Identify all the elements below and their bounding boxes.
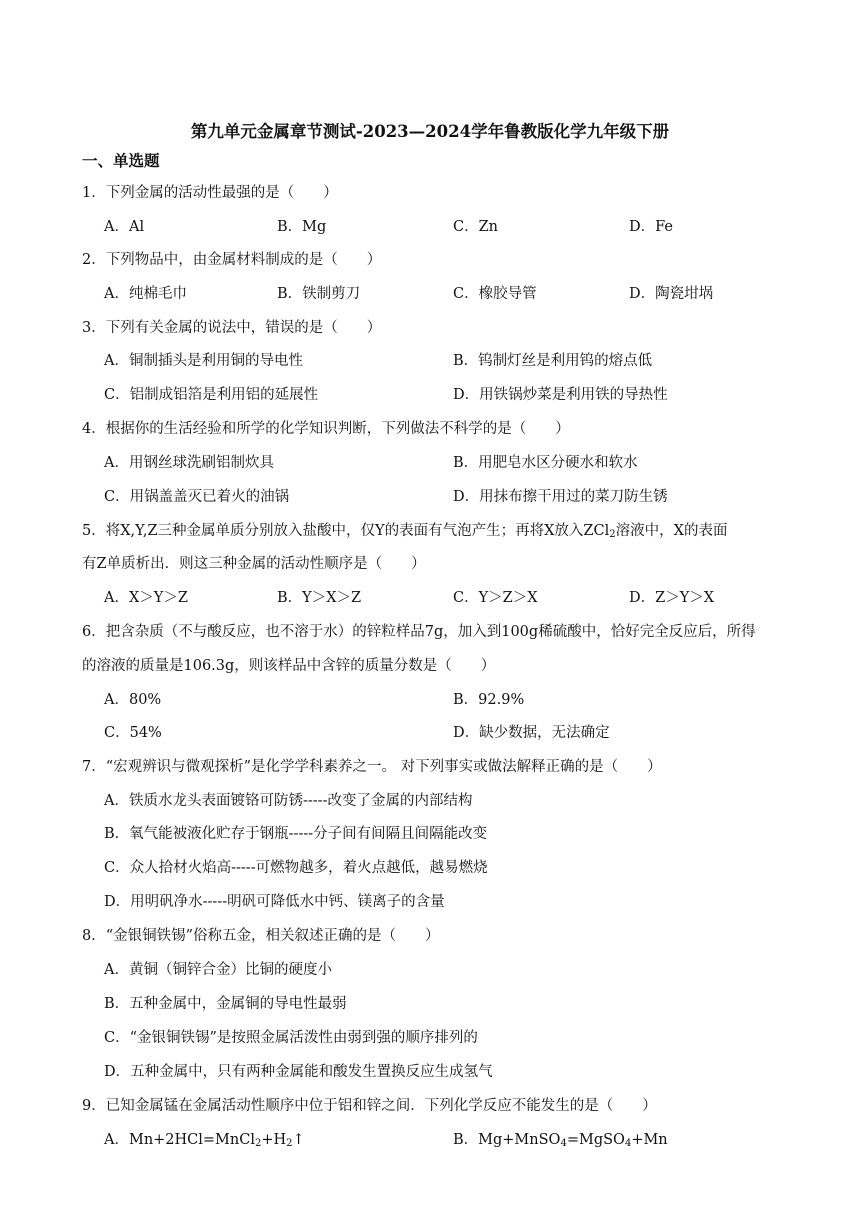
q6-option-c: C．54% bbox=[104, 725, 162, 741]
q9-a-part-3: ↑ bbox=[292, 1132, 305, 1148]
q5-option-c: C．Y＞Z＞X bbox=[453, 590, 538, 606]
question-8: 8．“金银铜铁锡”俗称五金，相关叙述正确的是（ ） bbox=[82, 928, 440, 944]
q2-option-b: B．铁制剪刀 bbox=[277, 286, 361, 302]
q4-option-b: B．用肥皂水区分硬水和软水 bbox=[453, 455, 638, 471]
question-9: 9．已知金属锰在金属活动性顺序中位于铝和锌之间．下列化学反应不能发生的是（ ） bbox=[82, 1098, 657, 1114]
q9-a-part-1: A．Mn+2HCl=MnCl bbox=[104, 1132, 255, 1148]
section-heading: 一、单选题 bbox=[82, 151, 160, 170]
q2-option-d: D．陶瓷坩埚 bbox=[629, 286, 714, 302]
q8-option-a: A．黄铜（铜锌合金）比铜的硬度小 bbox=[104, 962, 332, 978]
q5-option-a: A．X＞Y＞Z bbox=[104, 590, 188, 606]
q3-option-b: B．钨制灯丝是利用钨的熔点低 bbox=[453, 353, 653, 369]
question-6-line-1: 6．把含杂质（不与酸反应，也不溶于水）的锌粒样品7g，加入到100g稀硫酸中，恰好完全反应后，所得 bbox=[82, 624, 756, 640]
page-title: 第九单元金属章节测试-2023—2024学年鲁教版化学九年级下册 bbox=[190, 122, 670, 141]
q7-option-c: C．众人拾材火焰高-----可燃物越多，着火点越低，越易燃烧 bbox=[104, 860, 488, 876]
q1-option-a: A．Al bbox=[104, 219, 145, 235]
question-7: 7．“宏观辨识与微观探析”是化学学科素养之一。 对下列事实或做法解释正确的是（ ） bbox=[82, 759, 662, 775]
q5-option-b: B．Y＞X＞Z bbox=[277, 590, 362, 606]
q5-subscript: 2 bbox=[609, 529, 616, 540]
q9-a-part-2: +H bbox=[261, 1132, 287, 1148]
q8-option-d: D．五种金属中，只有两种金属能和酸发生置换反应生成氢气 bbox=[104, 1064, 493, 1080]
q5-option-d: D．Z＞Y＞X bbox=[629, 590, 715, 606]
q4-option-c: C．用锅盖盖灭已着火的油锅 bbox=[104, 489, 290, 505]
q7-option-b: B．氧气能被液化贮存于钢瓶-----分子间有间隔且间隔能改变 bbox=[104, 826, 488, 842]
q5-stem-part-2: 溶液中，X的表面 bbox=[615, 523, 728, 539]
q7-option-d: D．用明矾净水-----明矾可降低水中钙、镁离子的含量 bbox=[104, 894, 445, 910]
q4-option-a: A．用钢丝球洗刷铝制炊具 bbox=[104, 455, 274, 471]
q6-option-d: D．缺少数据，无法确定 bbox=[453, 725, 610, 741]
q9-b-part-1: B．Mg+MnSO bbox=[453, 1132, 561, 1148]
q2-option-a: A．纯棉毛巾 bbox=[104, 286, 187, 302]
q3-option-c: C．铝制成铝箔是利用铝的延展性 bbox=[104, 387, 319, 403]
question-2: 2．下列物品中，由金属材料制成的是（ ） bbox=[82, 252, 382, 268]
q9-a-sub-2: 2 bbox=[286, 1138, 293, 1149]
q8-option-c: C．“金银铜铁锡”是按照金属活泼性由弱到强的顺序排列的 bbox=[104, 1030, 478, 1046]
q8-option-b: B．五种金属中，金属铜的导电性最弱 bbox=[104, 996, 347, 1012]
q9-b-sub-1: 4 bbox=[560, 1138, 567, 1149]
q1-option-b: B．Mg bbox=[277, 219, 327, 235]
q9-option-a bbox=[104, 1128, 305, 1149]
q6-option-a: A．80% bbox=[104, 692, 162, 708]
q9-a-sub-1: 2 bbox=[254, 1138, 262, 1149]
q9-option-b bbox=[453, 1128, 668, 1149]
q3-option-d: D．用铁锅炒菜是利用铁的导热性 bbox=[453, 387, 668, 403]
q3-option-a: A．铜制插头是利用铜的导电性 bbox=[104, 353, 303, 369]
question-1: 1．下列金属的活动性最强的是（ ） bbox=[82, 185, 338, 201]
q7-option-a: A．铁质水龙头表面镀铬可防锈-----改变了金属的内部结构 bbox=[104, 793, 473, 809]
q4-option-d: D．用抹布擦干用过的菜刀防生锈 bbox=[453, 489, 668, 505]
q9-b-part-2: =MgSO bbox=[566, 1132, 625, 1148]
question-6-line-2: 的溶液的质量是106.3g，则该样品中含锌的质量分数是（ ） bbox=[82, 658, 496, 674]
question-3: 3．下列有关金属的说法中，错误的是（ ） bbox=[82, 320, 382, 336]
q1-option-d: D．Fe bbox=[629, 219, 673, 235]
q1-option-c: C．Zn bbox=[453, 219, 499, 235]
question-4: 4．根据你的生活经验和所学的化学知识判断，下列做法不科学的是（ ） bbox=[82, 421, 570, 437]
q2-option-c: C．橡胶导管 bbox=[453, 286, 537, 302]
question-5-line-2: 有Z单质析出．则这三种金属的活动性顺序是（ ） bbox=[82, 556, 426, 572]
question-5-line-1 bbox=[82, 519, 812, 540]
q6-option-b: B．92.9% bbox=[453, 692, 525, 708]
q9-b-sub-2: 4 bbox=[624, 1138, 632, 1149]
q9-b-part-3: +Mn bbox=[631, 1132, 668, 1148]
q5-stem-part-1: 5．将X,Y,Z三种金属单质分别放入盐酸中，仅Y的表面有气泡产生；再将X放入ZCl bbox=[82, 523, 610, 539]
